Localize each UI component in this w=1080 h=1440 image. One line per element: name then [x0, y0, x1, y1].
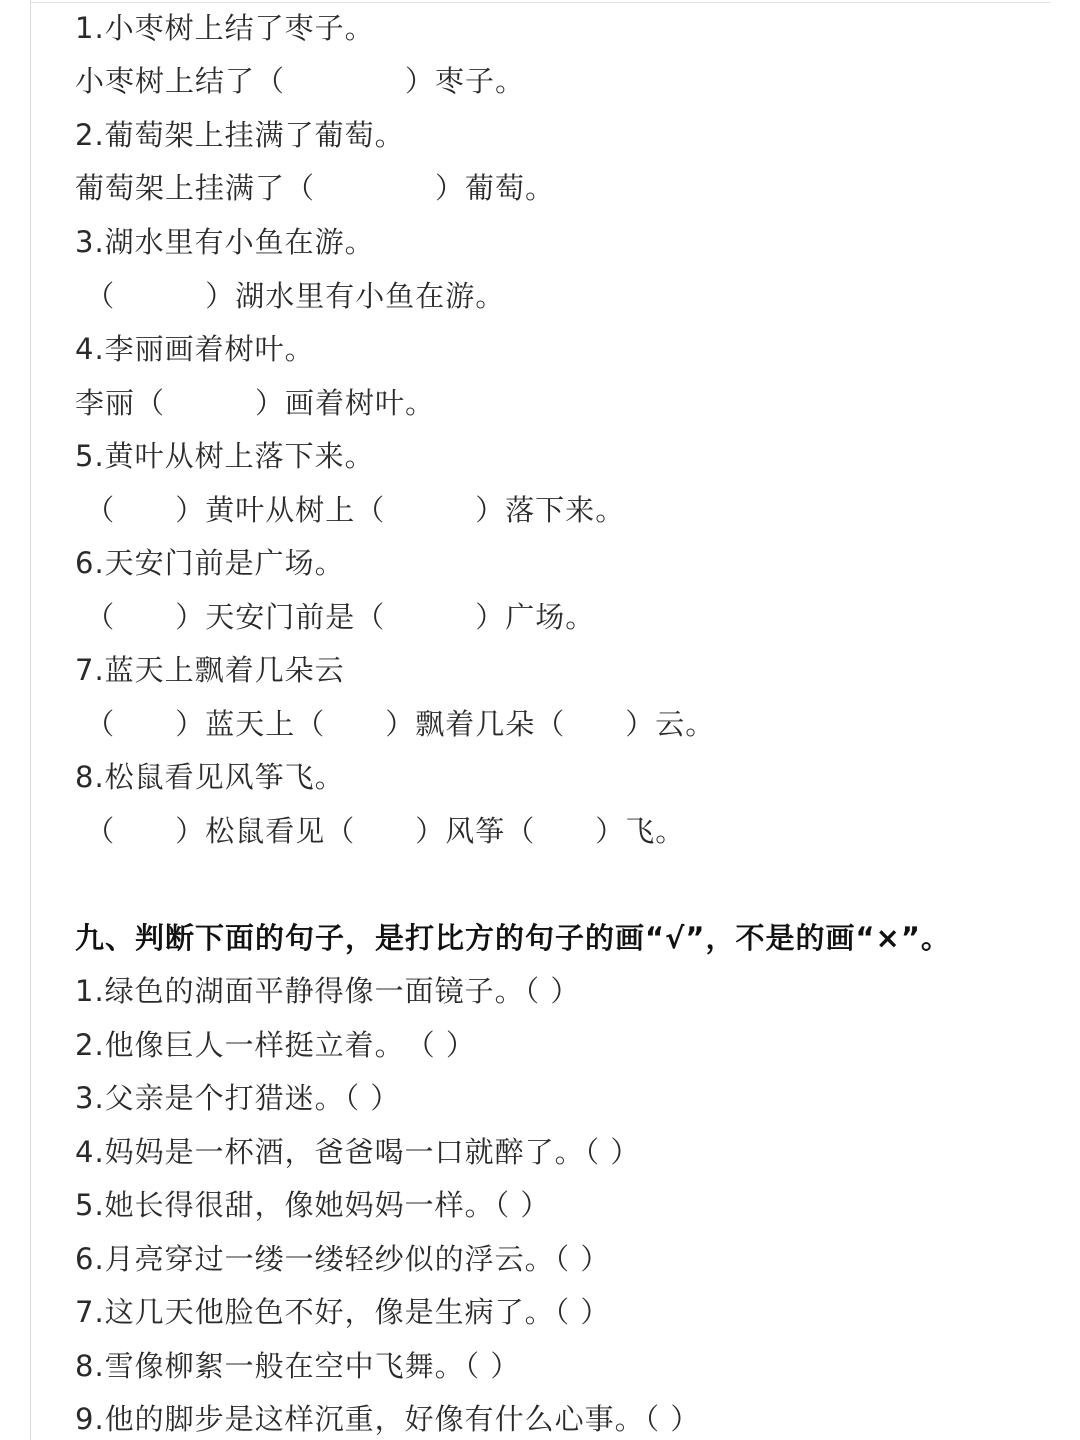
rewrite-sentence-3: 3.湖水里有小鱼在游。	[75, 225, 375, 259]
judge-item-2: 2.他像巨人一样挺立着。 （ ）	[75, 1028, 476, 1062]
rewrite-sentence-1: 1.小枣树上结了枣子。	[75, 11, 375, 45]
judge-item-6: 6.月亮穿过一缕一缕轻纱似的浮云。（ ）	[75, 1242, 611, 1276]
rewrite-sentence-6: 6.天安门前是广场。	[75, 546, 345, 580]
judge-item-4: 4.妈妈是一杯酒，爸爸喝一口就醉了。（ ）	[75, 1135, 641, 1169]
judge-item-3: 3.父亲是个打猎迷。（ ）	[75, 1081, 401, 1115]
rewrite-template-1: 小枣树上结了（ ）枣子。	[75, 64, 526, 98]
rewrite-template-4: 李丽（ ）画着树叶。	[75, 386, 436, 420]
judge-item-1: 1.绿色的湖面平静得像一面镜子。（ ）	[75, 974, 581, 1008]
judge-item-9: 9.他的脚步是这样沉重，好像有什么心事。（ ）	[75, 1402, 701, 1436]
section-heading: 九、判断下面的句子，是打比方的句子的画“√”，不是的画“×”。	[75, 921, 951, 955]
rewrite-template-6: （ ）天安门前是（ ）广场。	[75, 600, 596, 634]
rewrite-template-3: （ ）湖水里有小鱼在游。	[75, 279, 506, 313]
rewrite-sentence-5: 5.黄叶从树上落下来。	[75, 439, 375, 473]
rewrite-template-5: （ ）黄叶从树上（ ）落下来。	[75, 493, 626, 527]
judge-item-8: 8.雪像柳絮一般在空中飞舞。（ ）	[75, 1349, 521, 1383]
worksheet-page	[30, 0, 1051, 1440]
rewrite-template-7: （ ）蓝天上（ ）飘着几朵（ ）云。	[75, 707, 716, 741]
judge-item-5: 5.她长得很甜，像她妈妈一样。（ ）	[75, 1188, 551, 1222]
rewrite-sentence-8: 8.松鼠看见风筝飞。	[75, 760, 345, 794]
rewrite-template-2: 葡萄架上挂满了（ ）葡萄。	[75, 171, 556, 205]
rewrite-template-8: （ ）松鼠看见（ ）风筝（ ）飞。	[75, 814, 686, 848]
top-divider	[31, 2, 1051, 3]
rewrite-sentence-4: 4.李丽画着树叶。	[75, 332, 315, 366]
rewrite-sentence-2: 2.葡萄架上挂满了葡萄。	[75, 118, 405, 152]
rewrite-sentence-7: 7.蓝天上飘着几朵云	[75, 653, 345, 687]
judge-item-7: 7.这几天他脸色不好，像是生病了。（ ）	[75, 1295, 611, 1329]
